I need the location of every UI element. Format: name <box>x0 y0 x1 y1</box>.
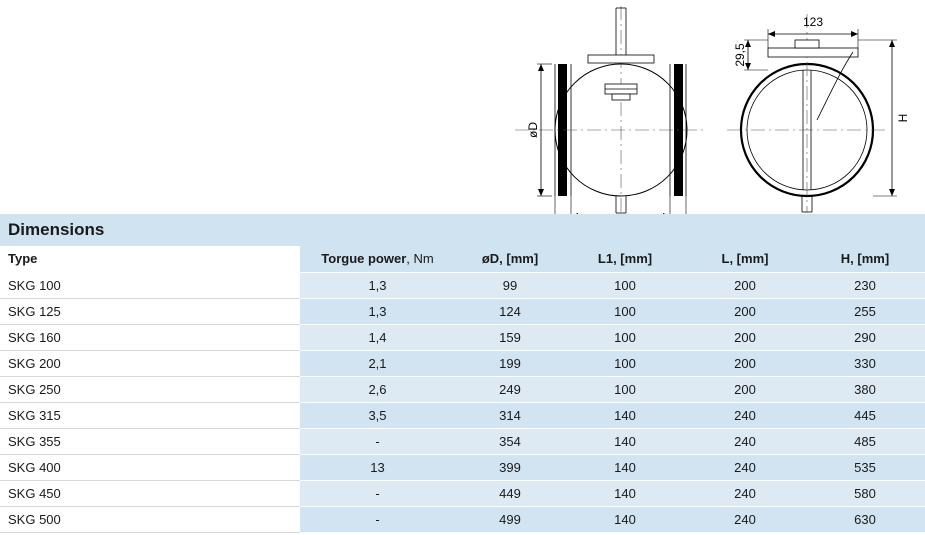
cell-torque: 1,3 <box>300 272 455 298</box>
cell-od: 314 <box>455 402 565 428</box>
cell-l: 200 <box>685 324 805 350</box>
cell-l1: 100 <box>565 324 685 350</box>
label-123: 123 <box>802 15 824 29</box>
cell-h: 290 <box>805 324 925 350</box>
cell-h: 580 <box>805 480 925 506</box>
cell-h: 445 <box>805 402 925 428</box>
cell-type: SKG 400 <box>0 454 300 480</box>
label-29-5: 29,5 <box>733 43 747 67</box>
cell-type: SKG 200 <box>0 350 300 376</box>
cell-torque: 2,6 <box>300 376 455 402</box>
page-title: Dimensions <box>8 220 105 239</box>
cell-l: 240 <box>685 506 805 532</box>
table-row <box>0 402 925 428</box>
table-row <box>0 480 925 506</box>
cell-l: 240 <box>685 428 805 454</box>
column-header-type <box>0 246 300 272</box>
cell-torque: 13 <box>300 454 455 480</box>
cell-od: 249 <box>455 376 565 402</box>
cell-l1: 140 <box>565 480 685 506</box>
cell-torque: 3,5 <box>300 402 455 428</box>
cell-l1: 140 <box>565 454 685 480</box>
cell-type: SKG 160 <box>0 324 300 350</box>
table-row <box>0 506 925 532</box>
dimensions-table <box>0 246 925 533</box>
table-row <box>0 454 925 480</box>
table-row <box>0 428 925 454</box>
cell-type: SKG 315 <box>0 402 300 428</box>
cell-od: 124 <box>455 298 565 324</box>
cell-h: 630 <box>805 506 925 532</box>
cell-type: SKG 250 <box>0 376 300 402</box>
cell-od: 449 <box>455 480 565 506</box>
column-header-od: øD, [mm] <box>455 246 565 272</box>
cell-l: 200 <box>685 272 805 298</box>
dimensions-title-bar <box>0 214 925 246</box>
column-header-l1: L1, [mm] <box>565 246 685 272</box>
label-h: H <box>896 113 910 123</box>
cell-od: 199 <box>455 350 565 376</box>
cell-torque: 1,3 <box>300 298 455 324</box>
column-header-torque-unit: , Nm <box>406 251 434 267</box>
cell-type: SKG 500 <box>0 506 300 532</box>
cell-type: SKG 100 <box>0 272 300 298</box>
cell-h: 535 <box>805 454 925 480</box>
column-header-torque-label: Torgue power <box>321 251 407 267</box>
table-row <box>0 324 925 350</box>
cell-torque: - <box>300 480 455 506</box>
cell-torque: 1,4 <box>300 324 455 350</box>
cell-od: 159 <box>455 324 565 350</box>
cell-type: SKG 450 <box>0 480 300 506</box>
cell-h: 485 <box>805 428 925 454</box>
cell-l1: 140 <box>565 506 685 532</box>
cell-torque: - <box>300 428 455 454</box>
cell-h: 330 <box>805 350 925 376</box>
cell-od: 354 <box>455 428 565 454</box>
cell-h: 380 <box>805 376 925 402</box>
cell-od: 399 <box>455 454 565 480</box>
cell-l1: 100 <box>565 272 685 298</box>
table-header-row <box>0 246 925 272</box>
cell-h: 255 <box>805 298 925 324</box>
cell-l1: 100 <box>565 376 685 402</box>
damper-drawing-svg <box>455 0 925 248</box>
technical-drawing <box>455 0 925 248</box>
column-header-type-label: Type <box>8 251 38 267</box>
cell-l: 240 <box>685 480 805 506</box>
cell-od: 99 <box>455 272 565 298</box>
cell-l1: 140 <box>565 428 685 454</box>
table-row <box>0 376 925 402</box>
cell-l1: 100 <box>565 350 685 376</box>
column-header-l: L, [mm] <box>685 246 805 272</box>
table-row <box>0 272 925 298</box>
cell-l1: 140 <box>565 402 685 428</box>
cell-l: 240 <box>685 454 805 480</box>
dimensions-section <box>0 214 925 533</box>
cell-torque: 2,1 <box>300 350 455 376</box>
table-row <box>0 350 925 376</box>
column-header-h: H, [mm] <box>805 246 925 272</box>
cell-l: 200 <box>685 298 805 324</box>
cell-h: 230 <box>805 272 925 298</box>
cell-l: 200 <box>685 350 805 376</box>
cell-l1: 100 <box>565 298 685 324</box>
cell-l: 240 <box>685 402 805 428</box>
column-header-torque <box>300 246 455 272</box>
cell-type: SKG 355 <box>0 428 300 454</box>
cell-type: SKG 125 <box>0 298 300 324</box>
cell-torque: - <box>300 506 455 532</box>
table-row <box>0 298 925 324</box>
label-diameter: øD <box>526 122 540 138</box>
cell-l: 200 <box>685 376 805 402</box>
cell-od: 499 <box>455 506 565 532</box>
